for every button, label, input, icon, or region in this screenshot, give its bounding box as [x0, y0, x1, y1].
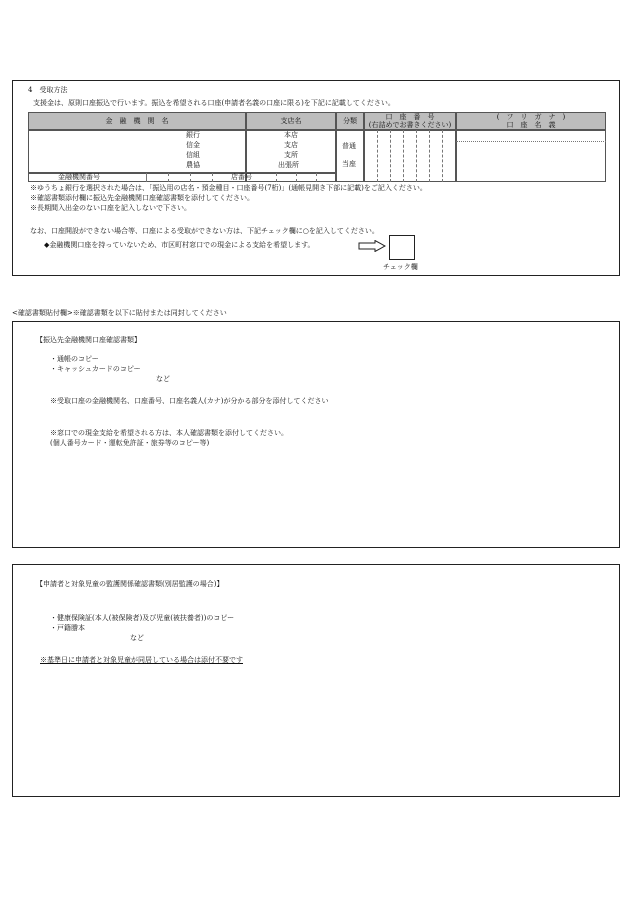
box2-note: ※基準日に申請者と対象児童が同居している場合は添付不要です	[40, 656, 243, 664]
cash-option: ◆金融機関口座を持っていないため、市区町村窓口での現金による支給を希望します。	[44, 241, 315, 249]
account-digit-divider	[390, 130, 391, 182]
box1-note2: ※窓口での現金支給を希望される方は、本人確認書類を添付してください。	[50, 429, 288, 437]
note-inactive: ※長期間入出金のない口座を記入しないで下さい。	[30, 204, 191, 212]
branch-code-digit-divider	[316, 173, 317, 182]
account-digit-divider	[377, 130, 378, 182]
branch-code-digit-divider	[276, 173, 277, 182]
bank-type-shinkumi[interactable]: 信組	[186, 151, 200, 159]
account-name-cell[interactable]	[456, 130, 606, 182]
cash-check-box[interactable]	[389, 235, 415, 260]
box1-title: 【振込先金融機関口座確認書類】	[36, 336, 141, 344]
box1-note1: ※受取口座の金融機関名、口座番号、口座名義人(カナ)が分かる部分を添付してください	[50, 397, 329, 405]
branch-code-row	[246, 173, 336, 182]
header-bank: 金 融 機 関 名	[28, 112, 246, 130]
account-type-cell[interactable]	[336, 130, 364, 182]
box1-item-card: ・キャッシュカードのコピー	[50, 365, 141, 373]
bank-code-label: 金融機関番号	[58, 173, 100, 181]
section-heading: 4 受取方法	[28, 86, 68, 94]
bank-type-shinkin[interactable]: 信金	[186, 141, 200, 149]
branch-type-honten[interactable]: 本店	[284, 131, 298, 139]
box2-title: 【申請者と対象児童の監護関係確認書類(別居監護の場合)】	[36, 580, 224, 588]
bank-code-digit-divider	[146, 173, 147, 182]
fallback-note: なお、口座開設ができない場合等、口座による受取ができない方は、下記チェック欄に○を記入してください。	[30, 227, 379, 235]
box1-item-passbook: ・通帳のコピー	[50, 355, 99, 363]
custody-document-attach-box[interactable]	[12, 564, 620, 797]
account-type-futsu[interactable]: 普通	[342, 142, 356, 150]
branch-type-shucchojo[interactable]: 出張所	[278, 161, 299, 169]
box2-item-insurance: ・健康保険証(本人(被保険者)及び児童(被扶養者))のコピー	[50, 614, 235, 622]
account-type-toza[interactable]: 当座	[342, 160, 356, 168]
box1-note3: (個人番号カード・運転免許証・旅券等のコピー等)	[50, 439, 210, 447]
bank-code-digit-divider	[212, 173, 213, 182]
account-digit-divider	[442, 130, 443, 182]
note-yucho: ※ゆうちょ銀行を選択された場合は、「振込用の店名・預金種目・口座番号(7桁)」(通帳見開き下部に記載)をご記入ください。	[30, 184, 427, 192]
branch-code-label: 店番号	[231, 173, 252, 181]
check-label: チェック欄	[383, 263, 418, 271]
bank-name-cell[interactable]	[28, 130, 246, 173]
note-attach: ※確認書類添付欄に振込先金融機関口座確認書類を添付してください。	[30, 194, 254, 202]
header-branch: 支店名	[246, 112, 336, 130]
section-intro: 支援金は、原則口座振込で行います。振込を希望される口座(申請者名義の口座に限る)を下記に記載してください。	[33, 99, 395, 107]
bank-code-digit-divider	[168, 173, 169, 182]
branch-code-digit-divider	[296, 173, 297, 182]
header-account-name: ( フ リ ガ ナ ) 口 座 名 義	[456, 112, 606, 130]
box2-etc: など	[130, 634, 144, 642]
header-account-number: 口 座 番 号 (右詰めでお書きください)	[364, 112, 456, 130]
header-type: 分類	[336, 112, 364, 130]
account-digit-divider	[403, 130, 404, 182]
account-digit-divider	[429, 130, 430, 182]
box1-etc: など	[156, 375, 170, 383]
arrow-right-icon	[358, 240, 386, 252]
bank-type-nokyo[interactable]: 農協	[186, 161, 200, 169]
bank-account-table	[28, 112, 606, 182]
branch-type-shiten[interactable]: 支店	[284, 141, 298, 149]
branch-type-shisho[interactable]: 支所	[284, 151, 298, 159]
bank-type-ginko[interactable]: 銀行	[186, 131, 200, 139]
furigana-divider	[456, 141, 606, 142]
attach-caption: <確認書類貼付欄>※確認書類を以下に貼付または同封してください	[12, 309, 227, 317]
bank-code-digit-divider	[190, 173, 191, 182]
account-digit-divider	[416, 130, 417, 182]
box2-item-koseki: ・戸籍謄本	[50, 624, 85, 632]
